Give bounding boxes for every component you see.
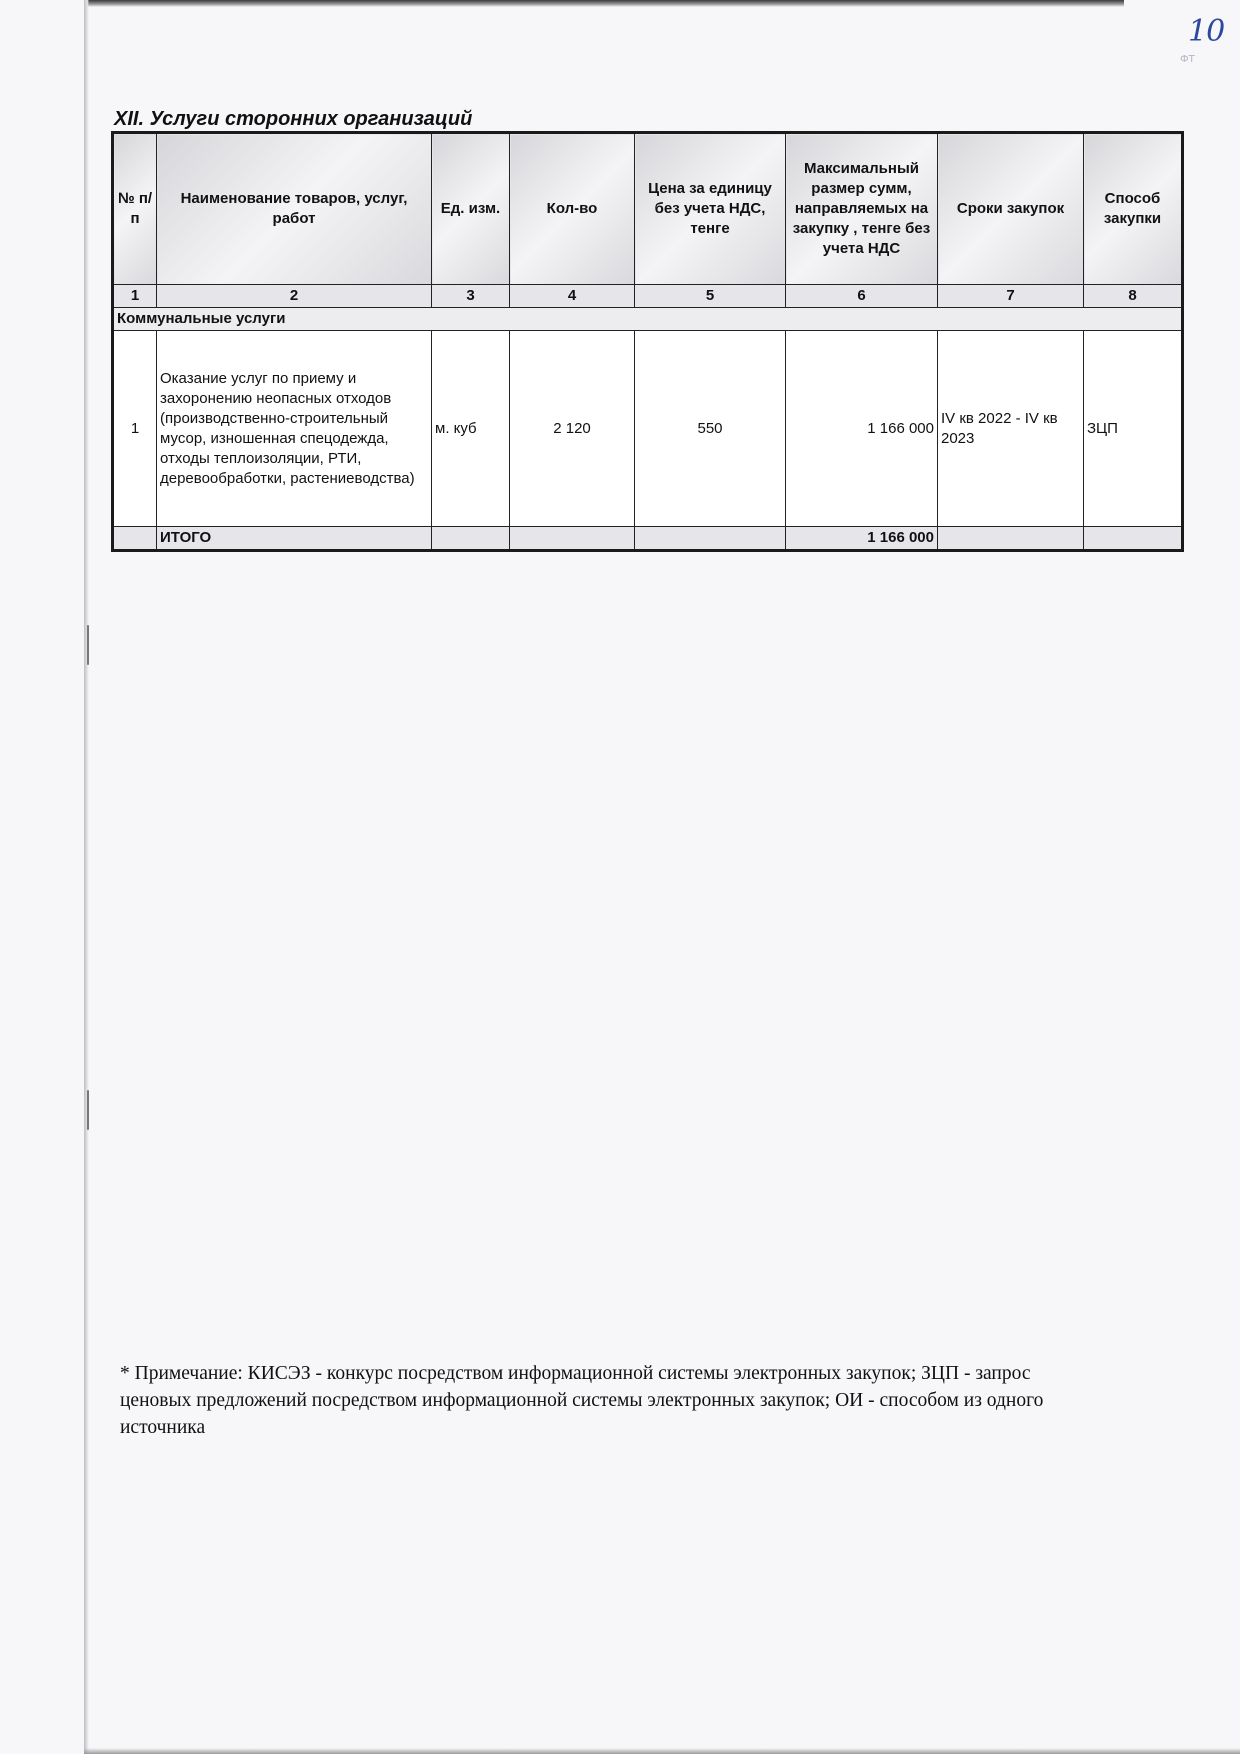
total-empty-cell <box>510 527 635 551</box>
total-empty-cell <box>1084 527 1183 551</box>
column-number: 4 <box>510 285 635 308</box>
header-cell-price: Цена за единицу без учета НДС, тенге <box>635 133 786 285</box>
row-name: Оказание услуг по приему и захоронению неопасных отходов (производственно-строительный мусор, изношенная спецодежда, отходы теплоизоляции, РТИ, деревообработки, растениеводства) <box>157 331 432 527</box>
table-row <box>113 331 1183 527</box>
page-bottom-edge <box>84 1748 1240 1754</box>
total-empty-cell <box>635 527 786 551</box>
column-number-row <box>113 285 1183 308</box>
column-number: 2 <box>157 285 432 308</box>
scan-mark <box>87 1090 89 1130</box>
table-header-row <box>113 133 1183 285</box>
total-amount: 1 166 000 <box>786 527 938 551</box>
header-cell-unit: Ед. изм. <box>432 133 510 285</box>
group-label: Коммунальные услуги <box>113 308 1183 331</box>
procurement-table <box>111 131 1184 552</box>
row-qty: 2 120 <box>510 331 635 527</box>
header-cell-num: № п/п <box>113 133 157 285</box>
row-price: 550 <box>635 331 786 527</box>
footnote: * Примечание: КИСЭЗ - конкурс посредством информационной системы электронных закупок; ЗЦП - запрос ценовых предложений посредством информационной системы электронных закупок; ОИ - способом из одного источника <box>120 1363 1044 1438</box>
group-row <box>113 308 1183 331</box>
row-unit: м. куб <box>432 331 510 527</box>
total-empty-cell <box>938 527 1084 551</box>
header-cell-amount: Максимальный размер сумм, направляемых на закупку , тенге без учета НДС <box>786 133 938 285</box>
header-cell-qty: Кол-во <box>510 133 635 285</box>
total-empty-cell <box>113 527 157 551</box>
header-cell-name: Наименование товаров, услуг, работ <box>157 133 432 285</box>
column-number: 7 <box>938 285 1084 308</box>
column-number: 1 <box>113 285 157 308</box>
page-left-edge <box>84 0 89 1754</box>
column-number: 5 <box>635 285 786 308</box>
header-cell-period: Сроки закупок <box>938 133 1084 285</box>
row-number: 1 <box>113 331 157 527</box>
column-number: 6 <box>786 285 938 308</box>
row-method: ЗЦП <box>1084 331 1183 527</box>
header-cell-method: Способ закупки <box>1084 133 1183 285</box>
page-number: 10 <box>1188 14 1225 49</box>
total-label: ИТОГО <box>157 527 432 551</box>
total-row <box>113 527 1183 551</box>
page-top-edge <box>84 0 1124 7</box>
page-number-mark: ФТ <box>1180 54 1195 65</box>
row-period: IV кв 2022 - IV кв 2023 <box>938 331 1084 527</box>
total-empty-cell <box>432 527 510 551</box>
column-number: 8 <box>1084 285 1183 308</box>
column-number: 3 <box>432 285 510 308</box>
row-amount: 1 166 000 <box>786 331 938 527</box>
section-title: XII. Услуги сторонних организаций <box>114 108 473 130</box>
scan-mark <box>87 625 89 665</box>
